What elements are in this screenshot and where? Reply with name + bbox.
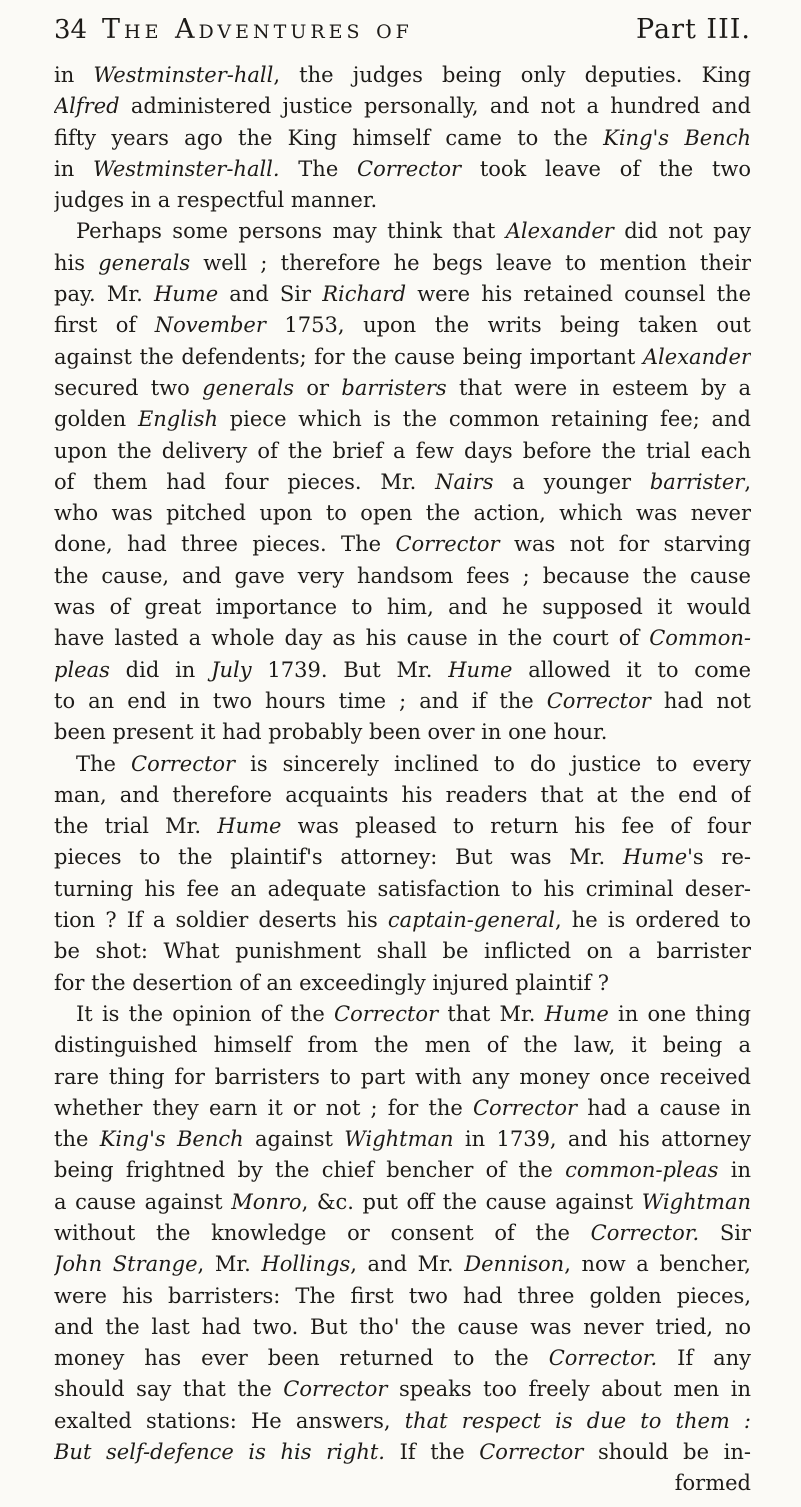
italic-text: generals bbox=[202, 375, 295, 400]
text-line bbox=[54, 623, 751, 654]
italic-text: Hollings bbox=[261, 1252, 351, 1277]
italic-text: barrister bbox=[649, 469, 745, 494]
italic-text: Corrector bbox=[546, 688, 651, 713]
italic-text: John Strange bbox=[54, 1252, 198, 1277]
text-line bbox=[54, 811, 751, 842]
text-run: without the knowledge or consent of the bbox=[54, 1220, 591, 1245]
italic-text: barristers bbox=[341, 375, 447, 400]
italic-text: King's Bench bbox=[603, 125, 751, 150]
italic-text: Wightman bbox=[344, 1127, 454, 1152]
text-line bbox=[54, 780, 751, 811]
text-run: , he is ordered to bbox=[555, 908, 751, 933]
text-line bbox=[54, 1281, 751, 1312]
text-run: have lasted a whole day as his cause in the court of bbox=[54, 626, 650, 651]
text-run: The bbox=[279, 156, 357, 181]
text-run: pay. Mr. bbox=[54, 282, 154, 307]
text-line bbox=[54, 842, 751, 873]
text-run: first of bbox=[54, 313, 155, 338]
text-line bbox=[54, 1374, 751, 1405]
text-run: in bbox=[54, 63, 94, 87]
text-run: should say that the bbox=[54, 1377, 284, 1402]
text-line bbox=[54, 1343, 751, 1374]
text-line bbox=[54, 1249, 751, 1280]
italic-text: But self-defence is his right. bbox=[54, 1440, 385, 1465]
text-run: It is the opinion of the bbox=[76, 1001, 335, 1026]
text-run: The bbox=[76, 751, 131, 776]
italic-text: Corrector bbox=[357, 156, 462, 181]
text-run: speaks too freely about men in bbox=[387, 1377, 751, 1402]
text-line bbox=[54, 342, 751, 373]
text-run: done, had three pieces. The bbox=[54, 532, 396, 557]
text-run: the bbox=[54, 1127, 100, 1152]
text-run: his bbox=[54, 250, 99, 275]
text-run: turning his fee an adequate satisfaction to his criminal deser- bbox=[54, 876, 751, 901]
text-run: for the desertion of an exceedingly injured plaintif ? bbox=[54, 970, 610, 995]
italic-text: Common- bbox=[649, 626, 751, 651]
text-line bbox=[54, 905, 751, 936]
text-run: been present it had probably been over in one hour. bbox=[54, 720, 608, 745]
text-run: distinguished himself from the men of the law, it being a bbox=[54, 1033, 751, 1058]
text-run: the trial Mr. bbox=[54, 814, 218, 839]
text-line bbox=[54, 1218, 751, 1249]
text-run: did not pay bbox=[613, 219, 751, 244]
text-run: be shot: What punishment shall be inflicted on a barrister bbox=[54, 939, 751, 964]
text-line bbox=[54, 561, 751, 592]
text-run: allowed it to come bbox=[512, 657, 751, 682]
text-line bbox=[54, 1468, 751, 1499]
text-run: , now a bencher, bbox=[564, 1252, 751, 1277]
text-line bbox=[54, 749, 751, 780]
text-run: Sir bbox=[699, 1220, 751, 1245]
text-run: upon the delivery of the brief a few days before the trial each bbox=[54, 438, 751, 463]
text-run: secured two bbox=[54, 375, 203, 400]
text-run: , &c. put off the cause against bbox=[301, 1189, 642, 1214]
text-run: whether they earn it or not ; for the bbox=[54, 1095, 473, 1120]
text-line bbox=[54, 310, 751, 341]
italic-text: Alfred bbox=[54, 94, 120, 119]
text-run: were his barristers: The first two had three golden pieces, bbox=[54, 1283, 751, 1308]
italic-text: Alexander bbox=[642, 344, 751, 369]
text-run: judges in a respectful manner. bbox=[54, 188, 378, 213]
text-run: administered justice personally, and not a hundred and bbox=[119, 94, 751, 119]
text-line bbox=[54, 1155, 751, 1186]
italic-text: Corrector bbox=[395, 532, 500, 557]
italic-text: Corrector. bbox=[548, 1346, 658, 1371]
text-run: well ; therefore he begs leave to mention their bbox=[190, 250, 751, 275]
text-line bbox=[54, 185, 751, 216]
text-run: If any bbox=[657, 1346, 751, 1371]
italic-text: that respect is due to them : bbox=[404, 1408, 751, 1433]
text-run: against bbox=[243, 1127, 345, 1152]
text-run: that Mr. bbox=[438, 1001, 545, 1026]
running-head bbox=[54, 14, 751, 58]
text-run: was not for starving bbox=[499, 532, 751, 557]
text-run: the cause, and gave very handsom fees ; because the cause bbox=[54, 563, 751, 588]
text-line bbox=[54, 60, 751, 91]
text-run: that were in esteem by a bbox=[446, 375, 751, 400]
text-run: Perhaps some persons may think that bbox=[76, 219, 506, 244]
text-run: fifty years ago the King himself came to the bbox=[54, 125, 604, 150]
text-line bbox=[54, 123, 751, 154]
italic-text: November bbox=[154, 313, 266, 338]
text-run: was pleased to return his fee of four bbox=[281, 814, 751, 839]
italic-text: Westminster-hall. bbox=[92, 156, 280, 181]
italic-text: Hume bbox=[448, 657, 513, 682]
text-run: had not bbox=[650, 688, 751, 713]
italic-text: Corrector bbox=[283, 1377, 388, 1402]
text-run: had a cause in bbox=[577, 1095, 751, 1120]
text-line bbox=[54, 1124, 751, 1155]
text-run: , bbox=[744, 469, 751, 494]
text-run: did in bbox=[109, 657, 212, 682]
text-run: exalted stations: He answers, bbox=[54, 1408, 405, 1433]
text-run: pieces to the plaintif's attorney: But was Mr. bbox=[54, 845, 623, 870]
text-run: in 1739, and his attorney bbox=[453, 1127, 751, 1152]
italic-text: English bbox=[137, 407, 218, 432]
text-run: 1753, upon the writs being taken out bbox=[265, 313, 751, 338]
italic-text: common-pleas bbox=[565, 1158, 719, 1183]
part-label: Part III. bbox=[636, 14, 751, 45]
text-run: a younger bbox=[493, 469, 650, 494]
text-line bbox=[54, 436, 751, 467]
italic-text: Dennison bbox=[464, 1252, 565, 1277]
italic-text: Corrector bbox=[131, 751, 236, 776]
text-run: took leave of the two bbox=[461, 156, 751, 181]
text-line bbox=[54, 1030, 751, 1061]
body-text bbox=[54, 60, 751, 1500]
running-title: The Adventures of bbox=[102, 14, 413, 45]
text-line bbox=[54, 154, 751, 185]
text-run: and the last had two. But tho' the cause was never tried, no bbox=[54, 1314, 751, 1339]
text-run: being frightned by the chief bencher of the bbox=[54, 1158, 566, 1183]
text-run: in one thing bbox=[608, 1001, 751, 1026]
italic-text: Monro bbox=[231, 1189, 302, 1214]
italic-text: Richard bbox=[322, 282, 407, 307]
text-line bbox=[54, 216, 751, 247]
text-line bbox=[54, 717, 751, 748]
text-run: of them had four pieces. Mr. bbox=[54, 469, 436, 494]
italic-text: Corrector. bbox=[590, 1220, 700, 1245]
text-line bbox=[54, 373, 751, 404]
text-line bbox=[54, 874, 751, 905]
text-run: If the bbox=[384, 1440, 480, 1465]
italic-text: Corrector bbox=[479, 1440, 584, 1465]
text-run: , Mr. bbox=[197, 1252, 262, 1277]
text-line bbox=[54, 498, 751, 529]
text-line bbox=[54, 91, 751, 122]
text-line bbox=[54, 1437, 751, 1468]
page-number: 34 bbox=[54, 15, 88, 45]
text-run: 1739. But Mr. bbox=[251, 657, 449, 682]
text-line bbox=[54, 999, 751, 1030]
text-run: , and Mr. bbox=[350, 1252, 465, 1277]
text-run: or bbox=[294, 375, 342, 400]
text-run: money has ever been returned to the bbox=[54, 1346, 549, 1371]
text-run: rare thing for barristers to part with any money once received bbox=[54, 1064, 751, 1089]
text-line bbox=[54, 248, 751, 279]
text-run: should be in- bbox=[583, 1440, 751, 1465]
italic-text: generals bbox=[98, 250, 191, 275]
text-run: was of great importance to him, and he supposed it would bbox=[54, 595, 751, 620]
text-run: golden bbox=[54, 407, 138, 432]
text-run: tion ? If a soldier deserts his bbox=[54, 908, 388, 933]
text-run: to an end in two hours time ; and if the bbox=[54, 688, 547, 713]
text-line bbox=[54, 467, 751, 498]
italic-text: Nairs bbox=[435, 469, 494, 494]
text-line bbox=[54, 968, 751, 999]
text-line bbox=[54, 936, 751, 967]
text-run: in bbox=[718, 1158, 751, 1183]
italic-text: Corrector bbox=[472, 1095, 578, 1120]
text-run: is sincerely inclined to do justice to every bbox=[235, 751, 751, 776]
italic-text: Hume bbox=[217, 814, 282, 839]
text-run: against the defendents; for the cause being important bbox=[54, 344, 643, 369]
italic-text: Westminster-hall bbox=[93, 63, 274, 87]
text-run: piece which is the common retaining fee; and bbox=[217, 407, 751, 432]
text-run: 's re- bbox=[687, 845, 751, 870]
text-line bbox=[54, 655, 751, 686]
text-line bbox=[54, 1406, 751, 1437]
text-run: formed bbox=[674, 1471, 751, 1496]
italic-text: captain-general bbox=[387, 908, 555, 933]
text-line bbox=[54, 1062, 751, 1093]
italic-text: King's Bench bbox=[99, 1127, 244, 1152]
text-line bbox=[54, 686, 751, 717]
italic-text: Corrector bbox=[334, 1001, 439, 1026]
italic-text: July bbox=[211, 657, 252, 682]
text-line bbox=[54, 1093, 751, 1124]
italic-text: Hume bbox=[622, 845, 688, 870]
text-run: and Sir bbox=[218, 282, 323, 307]
text-run: were his retained counsel the bbox=[406, 282, 751, 307]
text-line bbox=[54, 529, 751, 560]
text-line bbox=[54, 279, 751, 310]
text-line bbox=[54, 1312, 751, 1343]
text-line bbox=[54, 592, 751, 623]
italic-text: pleas bbox=[54, 657, 110, 682]
italic-text: Alexander bbox=[505, 219, 614, 244]
text-run: , the judges being only deputies. King bbox=[273, 63, 751, 87]
text-run: who was pitched upon to open the action, which was never bbox=[54, 501, 751, 526]
text-line bbox=[54, 1187, 751, 1218]
text-run: a cause against bbox=[54, 1189, 232, 1214]
text-run: in bbox=[54, 156, 93, 181]
italic-text: Hume bbox=[153, 282, 219, 307]
italic-text: Hume bbox=[544, 1001, 609, 1026]
text-run: man, and therefore acquaints his readers that at the end of bbox=[54, 782, 751, 807]
text-line bbox=[54, 404, 751, 435]
italic-text: Wightman bbox=[641, 1189, 751, 1214]
